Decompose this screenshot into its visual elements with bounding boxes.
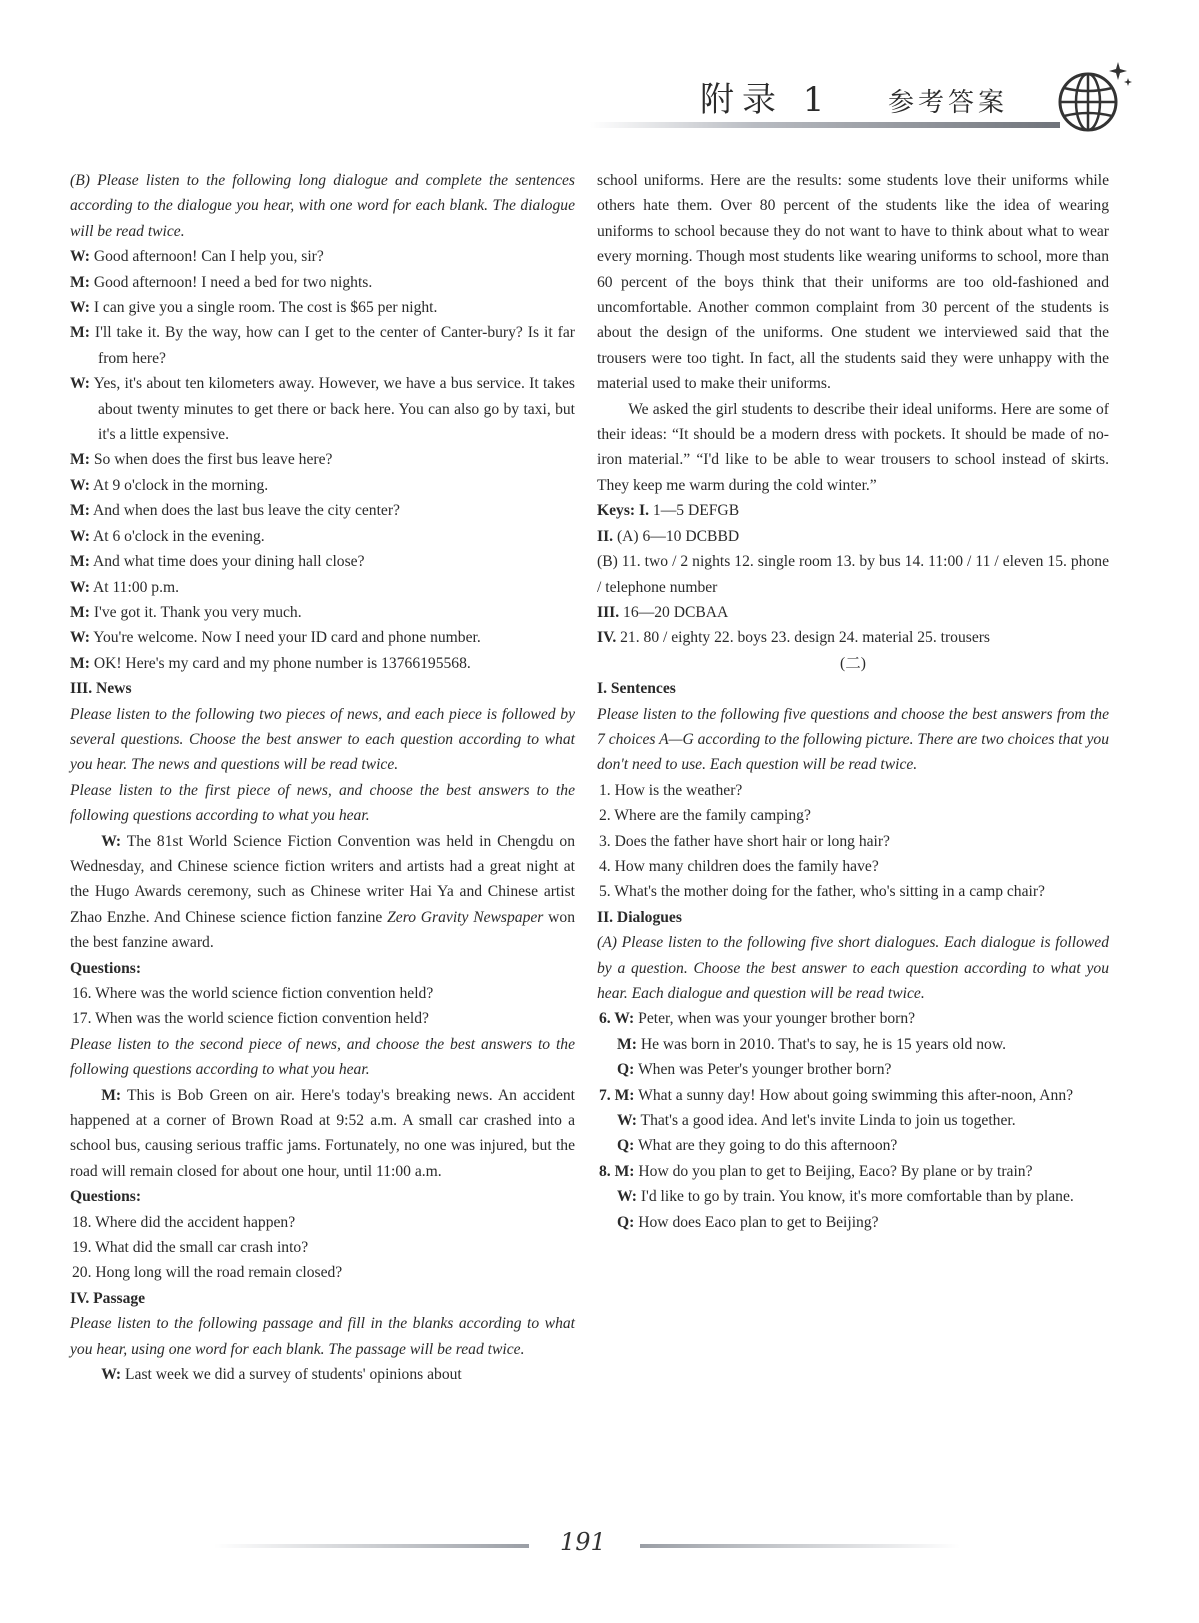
footer-rule-right [640, 1544, 960, 1548]
dialogue-line [70, 524, 575, 549]
page-number: 191 [560, 1528, 606, 1556]
keys-4: IV. 21. 80 / eighty 22. boys 23. design 24. material 25. trousers [597, 629, 990, 647]
dialogue-text: How does Eaco plan to get to Beijing? [634, 1213, 879, 1231]
question-17: 17. When was the world science fiction convention held? [72, 1010, 429, 1028]
speaker-label: W: [617, 1188, 637, 1206]
keys-1: Keys: I. 1—5 DEFGB [597, 502, 740, 520]
speaker-label: W: [70, 527, 90, 545]
dialogue-text: At 11:00 p.m. [89, 578, 180, 596]
speaker-label: M: [70, 273, 90, 291]
speaker-label: W: [617, 1112, 637, 1130]
dialogue-text: What are they going to do this afternoon? [634, 1137, 898, 1155]
dialogue-line [70, 651, 575, 676]
dialogue-line [597, 1159, 1109, 1184]
globe-icon [1052, 58, 1134, 140]
dialogue-line [70, 473, 575, 498]
dialogue-line [70, 371, 575, 447]
dialogue-text: What a sunny day! How about going swimming this after-noon, Ann? [634, 1086, 1074, 1104]
news1-instructions: Please listen to the first piece of news, and choose the best answers to the following questions according to what you hear. [70, 781, 575, 825]
news1-text: W: The 81st World Science Fiction Convention was held in Chengdu on Wednesday, and Chinese science fiction writers and artists had a great night at the Hugo Awards ceremony, such as Chinese writer Hai Ya and Chinese artist Zhao Enzhe. And Chinese science fiction fanzine Zero Gravity Newspaper won the best fanzine award. [70, 832, 576, 952]
dialogue-line [70, 447, 575, 472]
dialogue-text: That's a good idea. And let's invite Linda to join us together. [636, 1112, 1016, 1130]
right-column [597, 168, 1109, 1235]
sentence-question: 5. What's the mother doing for the father, who's sitting in a camp chair? [599, 883, 1045, 901]
news2-text: M: This is Bob Green on air. Here's today's breaking news. An accident happened at a corner of Brown Road at 9:52 a.m. A small car crashed into a school bus, causing serious traffic jams. Fortunately, no one was injured, but the road will remain closed for about one hour, until 11:00 a.m. [70, 1086, 576, 1180]
dialogue-text: You're welcome. Now I need your ID card and phone number. [89, 629, 481, 647]
dialogue-text: So when does the first bus leave here? [89, 451, 333, 469]
dialogue-line [70, 320, 575, 371]
short-dialogues [597, 1006, 1109, 1235]
dialogue-text: At 9 o'clock in the morning. [89, 476, 269, 494]
dialogue-text: How do you plan to get to Beijing, Eaco? By plane or by train? [634, 1162, 1033, 1180]
dialogue-line [597, 1057, 1109, 1082]
speaker-label: Q: [617, 1061, 635, 1079]
sentences-instructions: Please listen to the following five questions and choose the best answers from the 7 choices A—G according to the following picture. There are two choices that you don't need to use. Each question will be read twice. [597, 705, 1109, 774]
dialogue-text: Peter, when was your younger brother born? [634, 1010, 916, 1028]
dialogue-line [70, 295, 575, 320]
keys-2b: (B) 11. two / 2 nights 12. single room 13. by bus 14. 11:00 / 11 / eleven 15. phone / telephone number [597, 553, 1109, 596]
dialogue-text: I've got it. Thank you very much. [89, 603, 302, 621]
speaker-label: M: [70, 553, 90, 571]
news-heading: III. News [70, 680, 132, 698]
dialogue-line [70, 244, 575, 269]
question-19: 19. What did the small car crash into? [72, 1239, 309, 1257]
passage-instructions: Please listen to the following passage and fill in the blanks according to what you hear, using one word for each blank. The passage will be read twice. [70, 1315, 575, 1358]
sentence-questions [597, 778, 1109, 905]
question-18: 18. Where did the accident happen? [72, 1213, 296, 1231]
speaker-label: 6. W: [599, 1010, 635, 1028]
dialogue-text: Yes, it's about ten kilometers away. However, we have a bus service. It takes about twenty minutes to get there or back here. You can also go by taxi, but it's a little expensive. [89, 375, 575, 444]
speaker-label: 7. M: [599, 1086, 635, 1104]
dialogue-text: At 6 o'clock in the evening. [89, 527, 265, 545]
speaker-label: W: [70, 248, 90, 266]
dialogue-line [597, 1184, 1109, 1209]
footer-rule-left [214, 1544, 529, 1548]
sentences-heading: I. Sentences [597, 680, 676, 698]
dialogue-text: I can give you a single room. The cost is $65 per night. [89, 299, 438, 317]
dialogue-line [70, 498, 575, 523]
question-16: 16. Where was the world science fiction convention held? [72, 985, 434, 1002]
dialogue-line [597, 1108, 1109, 1133]
speaker-label: M: [70, 603, 90, 621]
sentence-question: 3. Does the father have short hair or long hair? [599, 832, 890, 850]
speaker-label: W: [70, 578, 90, 596]
dialogue-line [597, 1083, 1109, 1108]
dialogue-text: Good afternoon! I need a bed for two nights. [89, 273, 373, 291]
dialogue-line [70, 270, 575, 295]
speaker-label: Q: [617, 1213, 635, 1231]
questions-label: Questions: [70, 1188, 142, 1206]
dialogue-text: Good afternoon! Can I help you, sir? [89, 248, 324, 266]
dialogue-text: He was born in 2010. That's to say, he is 15 years old now. [636, 1035, 1006, 1053]
questions-label: Questions: [70, 959, 142, 977]
news-instructions: Please listen to the following two pieces of news, and each piece is followed by several questions. Choose the best answer to each question according to what you hear. The news and questions will be read twice. [70, 705, 575, 774]
dialogue-line [70, 625, 575, 650]
dialogue-text: OK! Here's my card and my phone number is 13766195568. [89, 654, 471, 672]
dialogue-line [70, 600, 575, 625]
sentence-question: 1. How is the weather? [599, 781, 743, 799]
dialogue-text: I'll take it. By the way, how can I get to the center of Canter-bury? Is it far from here? [89, 324, 575, 367]
speaker-label: W: [70, 476, 90, 494]
speaker-label: 8. M: [599, 1162, 635, 1180]
news2-instructions: Please listen to the second piece of news, and choose the best answers to the following questions according to what you hear. [70, 1035, 575, 1079]
speaker-label: M: [70, 451, 90, 469]
sentence-question: 2. Where are the family camping? [599, 807, 811, 825]
speaker-label: M: [70, 654, 90, 672]
keys-2a: II. (A) 6—10 DCBBD [597, 527, 740, 545]
speaker-label: M: [70, 502, 90, 520]
dialogue-line [70, 549, 575, 574]
speaker-label: M: [70, 324, 90, 342]
dialogue-text: And when does the last bus leave the city center? [89, 502, 400, 520]
speaker-label: W: [70, 375, 90, 393]
dialogue-b-instructions: (B) Please listen to the following long dialogue and complete the sentences according to the dialogue you hear, with one word for each blank. The dialogue will be read twice. [70, 172, 575, 240]
answer-key-title: 参考答案 [888, 88, 1009, 118]
long-dialogue [70, 244, 575, 676]
section-two-heading: (二) [840, 654, 866, 672]
speaker-label: Q: [617, 1137, 635, 1155]
question-20: 20. Hong long will the road remain closed? [72, 1264, 343, 1282]
dialogue-line [597, 1006, 1109, 1031]
dialogue-line [597, 1133, 1109, 1158]
dialogue-line [597, 1032, 1109, 1057]
page-header [0, 0, 1199, 150]
dialogue-text: And what time does your dining hall close? [89, 553, 365, 571]
passage-paragraph-2: We asked the girl students to describe their ideal uniforms. Here are some of their ideas: “It should be a modern dress with pockets. It should be made of no-iron material.” “I'd like to be able to wear trousers to school instead of skirts. They keep me warm during the cold winter.” [597, 400, 1109, 494]
dialogue-line [70, 575, 575, 600]
speaker-label: M: [617, 1035, 637, 1053]
header-rule [590, 122, 1060, 128]
dialogue-text: I'd like to go by train. You know, it's more comfortable than by plane. [636, 1188, 1074, 1206]
keys-3: III. 16—20 DCBAA [597, 603, 729, 621]
passage-heading: IV. Passage [70, 1289, 146, 1307]
dialogue-line [597, 1210, 1109, 1235]
dialogue-text: When was Peter's younger brother born? [634, 1061, 892, 1079]
passage-continued: school uniforms. Here are the results: some students love their uniforms while others hate them. Over 80 percent of the students like the idea of wearing uniforms to school because they do not want to have to think about what to wear every morning. Though most students like wearing uniforms to school, more than 60 percent of the boys think that their uniforms are too old-fashioned and uncomfortable. Another common complaint from 30 percent of the students is about the design of the uniforms. One student we interviewed said that the trousers were too tight. In fact, all the students said they were unhappy with the material used to make their uniforms. [597, 172, 1109, 393]
dialogues-heading: II. Dialogues [597, 908, 682, 926]
sentence-question: 4. How many children does the family have? [599, 857, 879, 875]
dialogues-instructions: (A) Please listen to the following five short dialogues. Each dialogue is followed by a question. Choose the best answer to each question according to what you hear. Each dialogue and question will be read twice. [597, 934, 1109, 1002]
left-column [70, 168, 575, 1388]
speaker-label: W: [70, 299, 90, 317]
appendix-title: 附录 1 [700, 80, 833, 120]
speaker-label: W: [70, 629, 90, 647]
passage-start: W: Last week we did a survey of students' opinions about [101, 1366, 462, 1384]
